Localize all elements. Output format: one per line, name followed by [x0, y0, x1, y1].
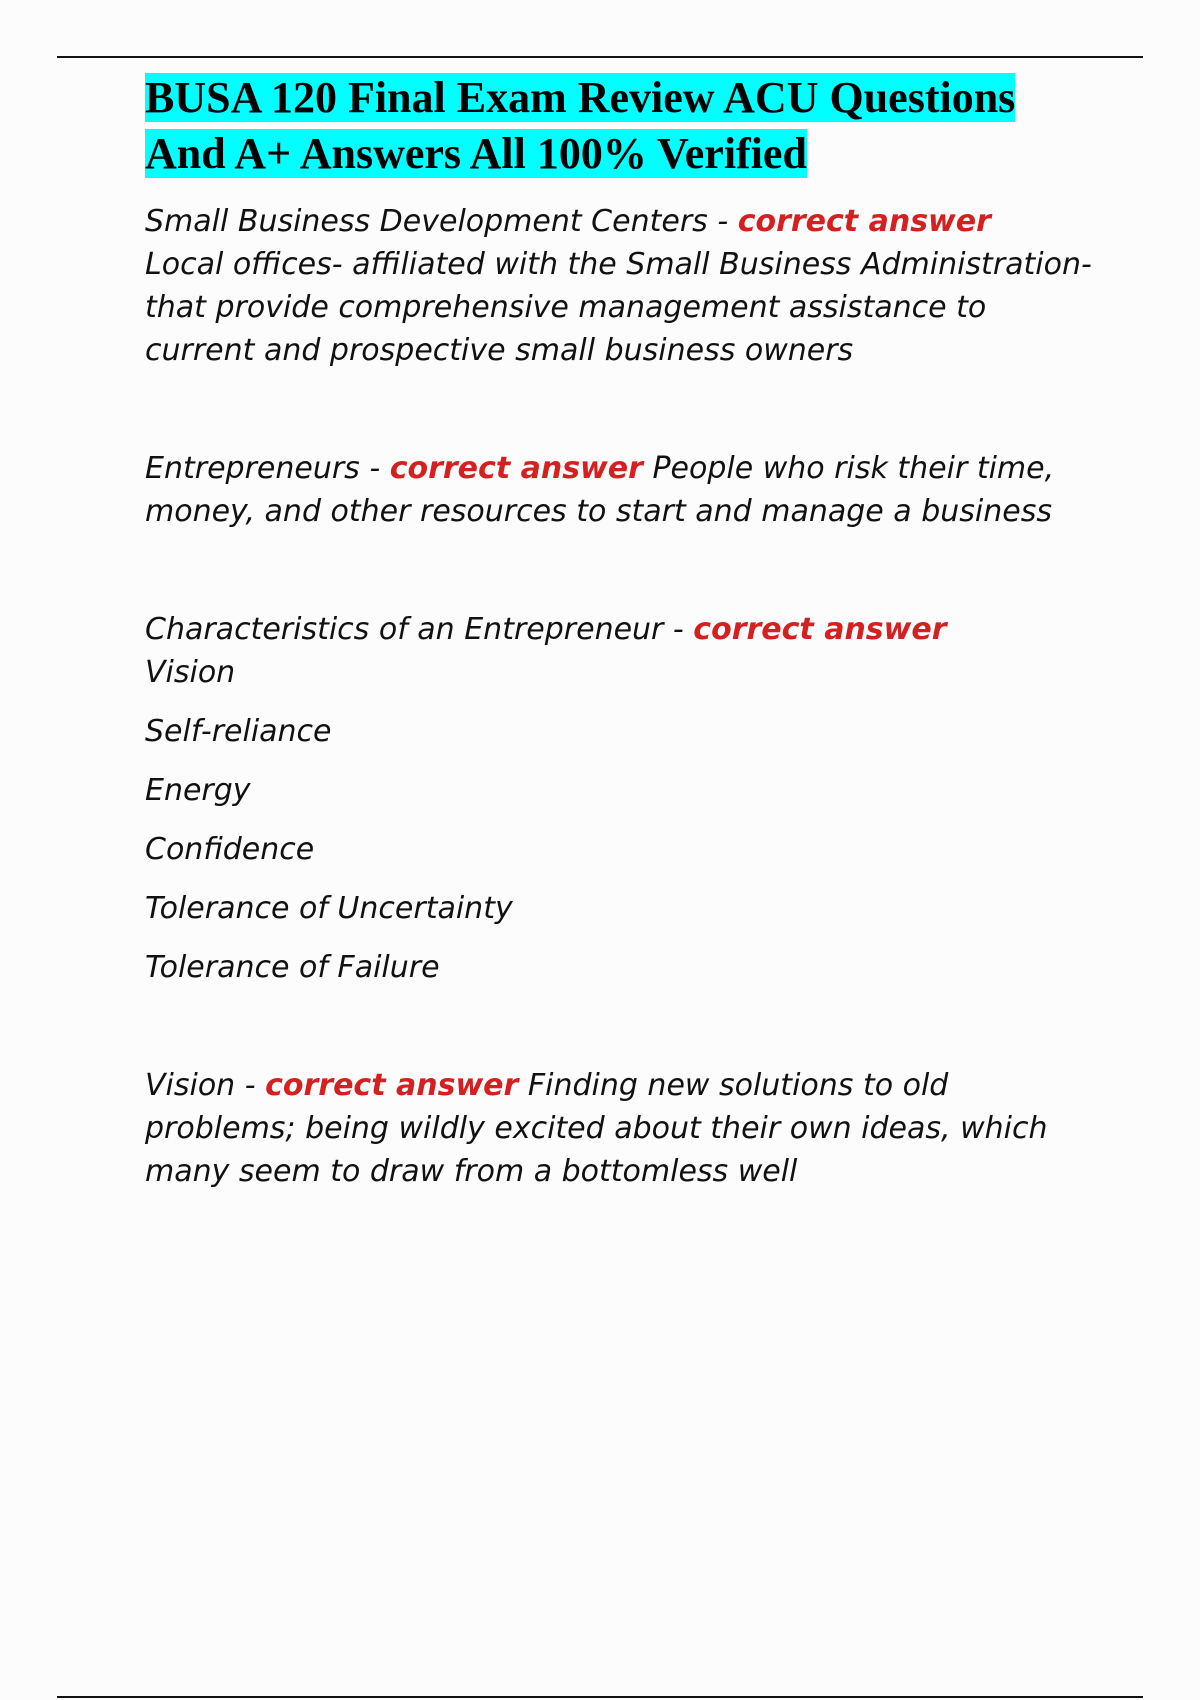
correct-answer-marker: correct answer	[737, 204, 991, 239]
qa-entry-characteristics	[145, 608, 1095, 694]
answer: Vision	[145, 655, 236, 690]
document-body	[145, 70, 1095, 1193]
term: Characteristics of an Entrepreneur -	[145, 612, 694, 647]
correct-answer-marker: correct answer	[693, 612, 947, 647]
list-item: Self-reliance	[145, 714, 332, 749]
correct-answer-marker: correct answer	[389, 451, 643, 486]
bottom-rule	[57, 1696, 1143, 1698]
qa-entry-vision	[145, 1064, 1095, 1193]
answer: Local offices- affiliated with the Small Business Administration- that provide comprehensive management assistance to current and prospective small business owners	[145, 247, 1092, 368]
list-item: Tolerance of Failure	[145, 950, 440, 985]
list-item: Confidence	[145, 832, 315, 867]
qa-entry-small-business-development-centers	[145, 200, 1095, 372]
qa-entry-entrepreneurs	[145, 447, 1095, 533]
term: Vision -	[145, 1068, 266, 1103]
document-title: BUSA 120 Final Exam Review ACU Questions And A+ Answers All 100% Verified	[145, 73, 1016, 178]
answer: Finding new solutions to old problems; being wildly excited about their own ideas, which many seem to draw from a bottomless well	[145, 1068, 1048, 1189]
term: Small Business Development Centers -	[145, 204, 738, 239]
top-rule	[57, 56, 1143, 58]
term: Entrepreneurs -	[145, 451, 390, 486]
answer: People who risk their time, money, and other resources to start and manage a business	[145, 451, 1055, 529]
list-item: Energy	[145, 773, 251, 808]
correct-answer-marker: correct answer	[265, 1068, 519, 1103]
list-item: Tolerance of Uncertainty	[145, 891, 513, 926]
